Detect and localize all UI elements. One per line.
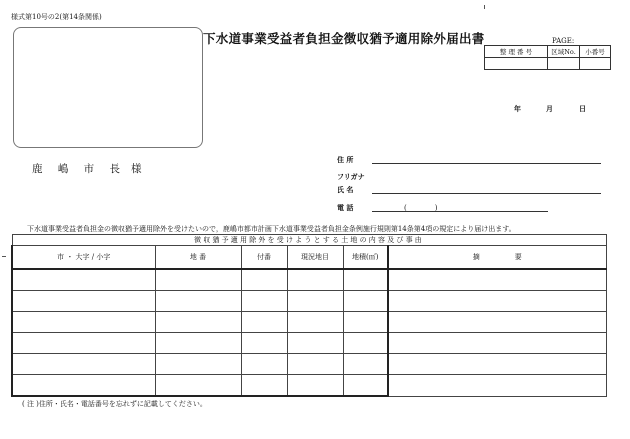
table-row [12,354,606,375]
district-cell[interactable] [12,312,155,333]
lot-number-cell[interactable] [155,354,241,375]
table-row [12,291,606,312]
area-cell[interactable] [343,354,388,375]
phone-label: 電 話 [337,204,354,212]
name-label: 氏 名 [337,186,354,194]
ref-header-area-no: 区域No. [548,46,580,58]
lot-number-cell[interactable] [155,375,241,397]
area-cell[interactable] [343,269,388,291]
table-row [12,269,606,291]
land-category-cell[interactable] [287,354,343,375]
remarks-cell[interactable] [388,333,606,354]
col-header-district: 市 ・ 大字 / 小字 [12,246,155,270]
form-title: 下水道事業受益者負担金徴収猶予適用除外届出書 [203,31,485,46]
ref-header-management-no: 整 理 番 号 [485,46,548,58]
addressee: 鹿 嶋 市 長 [32,163,127,175]
land-category-cell[interactable] [287,291,343,312]
remarks-cell[interactable] [388,354,606,375]
lot-number-cell[interactable] [155,333,241,354]
sub-number-cell[interactable] [241,375,287,397]
area-cell[interactable] [343,312,388,333]
date-day: 日 [579,105,586,113]
district-cell[interactable] [12,375,155,397]
area-cell[interactable] [343,333,388,354]
date-year: 年 [514,105,521,113]
table-caption-row [12,235,606,246]
district-cell[interactable] [12,354,155,375]
table-row [12,375,606,397]
address-label: 住 所 [337,156,354,164]
remarks-cell[interactable] [388,312,606,333]
crop-mark [2,256,6,257]
phone-parens: ( ) [404,204,438,212]
col-header-remarks: 摘 要 [388,246,606,270]
sub-number-cell[interactable] [241,312,287,333]
land-category-cell[interactable] [287,312,343,333]
area-cell[interactable] [343,375,388,397]
remarks-cell[interactable] [388,375,606,397]
remarks-cell[interactable] [388,269,606,291]
lot-number-cell[interactable] [155,269,241,291]
date-month: 月 [546,105,553,113]
furigana-label: フリガナ [337,173,365,181]
stamp-box [13,27,203,148]
address-field[interactable] [372,163,601,164]
phone-field[interactable] [372,211,548,212]
ref-area-no-cell[interactable] [548,58,580,70]
addressee-suffix: 様 [131,163,142,175]
sub-number-cell[interactable] [241,269,287,291]
land-category-cell[interactable] [287,269,343,291]
ref-header-row [485,46,611,58]
sub-number-cell[interactable] [241,354,287,375]
footnote: ( 注 )住所・氏名・電話番号を忘れずに記載してください。 [22,400,207,408]
ref-header-sub-no: 小番号 [580,46,611,58]
col-header-area: 地積(㎡) [343,246,388,270]
ref-sub-no-cell[interactable] [580,58,611,70]
land-details-table [11,234,607,397]
name-field[interactable] [372,193,601,194]
table-row [12,312,606,333]
col-header-lot-number: 地 番 [155,246,241,270]
lot-number-cell[interactable] [155,291,241,312]
district-cell[interactable] [12,333,155,354]
district-cell[interactable] [12,269,155,291]
crop-mark [484,5,485,9]
area-cell[interactable] [343,291,388,312]
table-row [12,333,606,354]
lot-number-cell[interactable] [155,312,241,333]
reference-number-table [484,45,611,70]
statement: 下水道事業受益者負担金の徴収猶予適用除外を受けたいので，鹿嶋市都市計画下水道事業受益者負担金条例施行規則第14条第4項の規定により届け出ます。 [27,225,516,233]
sub-number-cell[interactable] [241,333,287,354]
table-header-row [12,246,606,270]
col-header-sub-number: 付番 [241,246,287,270]
form-number: 様式第10号の2(第14条関係) [11,13,102,21]
land-category-cell[interactable] [287,375,343,397]
page-label: PAGE: [552,37,575,45]
ref-value-row [485,58,611,70]
district-cell[interactable] [12,291,155,312]
land-category-cell[interactable] [287,333,343,354]
table-caption: 徴収猶予適用除外を受けようとする土地の内容及び事由 [12,235,606,246]
remarks-cell[interactable] [388,291,606,312]
ref-management-no-cell[interactable] [485,58,548,70]
sub-number-cell[interactable] [241,291,287,312]
col-header-land-category: 現況地目 [287,246,343,270]
